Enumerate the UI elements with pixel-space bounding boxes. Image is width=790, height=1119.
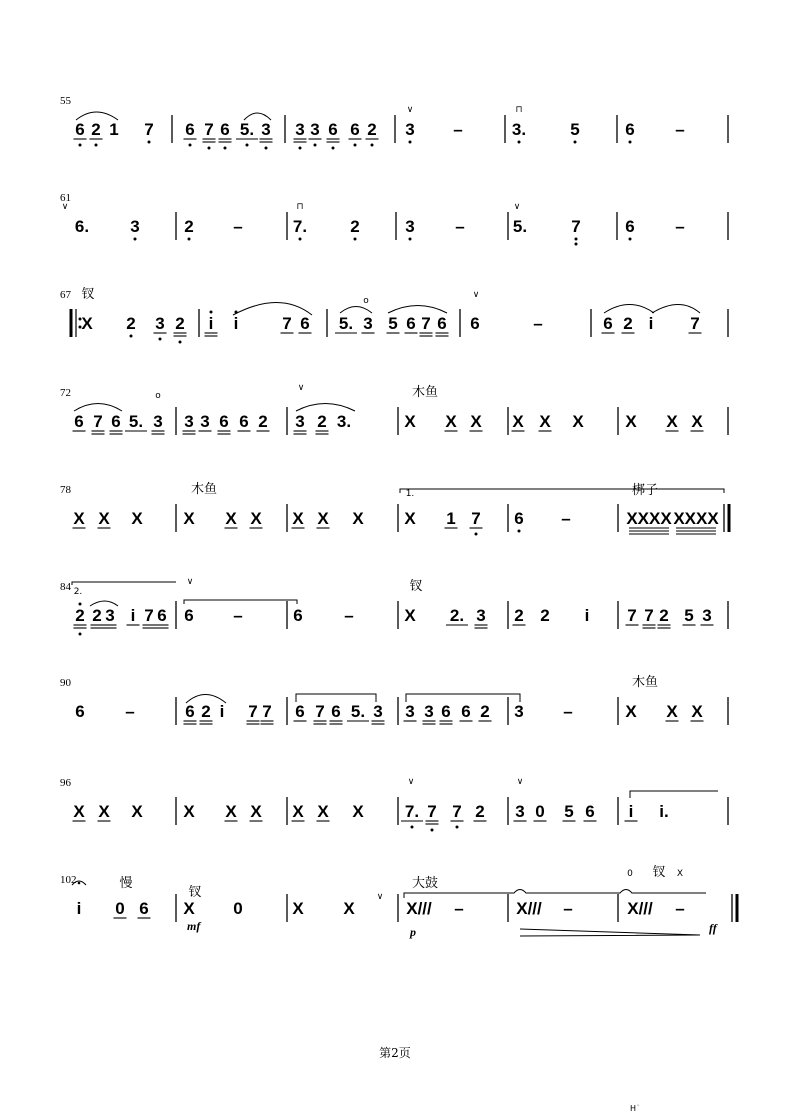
jianpu-note: X bbox=[666, 412, 678, 431]
jianpu-note: X bbox=[317, 802, 329, 821]
jianpu-note: 5 bbox=[388, 314, 398, 333]
jianpu-note: X bbox=[250, 802, 262, 821]
jianpu-note: 6 bbox=[603, 314, 613, 333]
jianpu-note: 2 bbox=[350, 217, 360, 236]
jianpu-note: X bbox=[445, 412, 457, 431]
jianpu-note: – bbox=[561, 509, 571, 528]
jianpu-note: – bbox=[454, 899, 464, 918]
score-system bbox=[60, 192, 728, 246]
jianpu-note: 3 bbox=[405, 217, 415, 236]
bowing-mark: ∨ bbox=[516, 777, 524, 787]
jianpu-note: 7 bbox=[571, 217, 581, 236]
jianpu-note: 6 bbox=[293, 606, 303, 625]
slur bbox=[406, 694, 520, 702]
octave-dot-below bbox=[224, 147, 227, 150]
jianpu-note: 2 bbox=[201, 702, 211, 721]
jianpu-note: 6 bbox=[185, 120, 195, 139]
jianpu-note: 3 bbox=[514, 702, 524, 721]
measure-number: 102 bbox=[60, 874, 77, 886]
octave-dot-below bbox=[208, 147, 211, 150]
jianpu-note: X bbox=[98, 802, 110, 821]
bowing-mark: ⊓ bbox=[296, 202, 304, 212]
jianpu-note: 6 bbox=[300, 314, 310, 333]
jianpu-note: X bbox=[98, 509, 110, 528]
jianpu-note: i bbox=[130, 606, 136, 625]
jianpu-note: 2 bbox=[623, 314, 633, 333]
jianpu-note: – bbox=[125, 702, 135, 721]
octave-dot-below bbox=[148, 141, 151, 144]
jianpu-note: i bbox=[219, 702, 225, 721]
jianpu-note: 7 bbox=[471, 509, 481, 528]
jianpu-note: 7 bbox=[690, 314, 700, 333]
jianpu-note: 3 bbox=[363, 314, 373, 333]
jianpu-note: 3 bbox=[405, 702, 415, 721]
jianpu-note: i. bbox=[659, 802, 669, 821]
jianpu-note: 3 bbox=[200, 412, 210, 431]
jianpu-note: 6 bbox=[437, 314, 447, 333]
octave-dot-above bbox=[210, 311, 213, 314]
jianpu-note: 1 bbox=[109, 120, 119, 139]
jianpu-note: 2 bbox=[367, 120, 377, 139]
score-system bbox=[60, 865, 737, 939]
jianpu-note: 5 bbox=[564, 802, 574, 821]
jianpu-note: X bbox=[131, 509, 143, 528]
octave-dot-below bbox=[79, 144, 82, 147]
bowing-mark: ∨ bbox=[407, 777, 415, 787]
bowing-mark: ∨ bbox=[61, 202, 69, 212]
jianpu-note: 7 bbox=[93, 412, 103, 431]
jianpu-note: 6 bbox=[75, 702, 85, 721]
octave-dot-below bbox=[314, 144, 317, 147]
slur bbox=[400, 489, 724, 493]
jianpu-note: 5 bbox=[570, 120, 580, 139]
jianpu-note: 5. bbox=[512, 217, 528, 236]
jianpu-note: X bbox=[317, 509, 329, 528]
jianpu-note: i bbox=[208, 314, 214, 333]
slur bbox=[296, 404, 355, 412]
jianpu-note: XXXX bbox=[673, 509, 719, 528]
instrument-label: 慢 bbox=[119, 876, 133, 891]
octave-dot-below bbox=[354, 238, 357, 241]
instrument-label: 1. bbox=[405, 489, 415, 499]
slur bbox=[76, 112, 118, 120]
jianpu-note: 2. bbox=[449, 606, 465, 625]
jianpu-note: 5. bbox=[239, 120, 255, 139]
jianpu-note: X bbox=[691, 412, 703, 431]
slur bbox=[184, 600, 297, 604]
instrument-label: 大鼓 bbox=[411, 876, 439, 891]
jianpu-note: 6 bbox=[350, 120, 360, 139]
jianpu-note: i bbox=[76, 899, 82, 918]
dynamic-mark: ff bbox=[709, 921, 717, 935]
jianpu-note: 6 bbox=[441, 702, 451, 721]
octave-dot-below bbox=[130, 335, 133, 338]
octave-dot-below bbox=[575, 243, 578, 246]
jianpu-note: X bbox=[404, 412, 416, 431]
jianpu-note: 2 bbox=[75, 606, 85, 625]
jianpu-note: X bbox=[292, 899, 304, 918]
jianpu-note: X bbox=[131, 802, 143, 821]
jianpu-note: – bbox=[455, 217, 465, 236]
jianpu-note: – bbox=[233, 606, 243, 625]
jianpu-note: 2 bbox=[258, 412, 268, 431]
measure-number: 61 bbox=[60, 192, 71, 204]
jianpu-note: 3 bbox=[184, 412, 194, 431]
dynamic-mark: mf bbox=[187, 919, 201, 933]
jianpu-note: – bbox=[233, 217, 243, 236]
jianpu-note: 2 bbox=[475, 802, 485, 821]
score-system bbox=[60, 95, 728, 150]
score-system bbox=[60, 287, 728, 344]
jianpu-note: 7 bbox=[627, 606, 637, 625]
jianpu-note: X bbox=[666, 702, 678, 721]
jianpu-note: X bbox=[352, 802, 364, 821]
jianpu-note: 2 bbox=[175, 314, 185, 333]
slur bbox=[630, 791, 718, 798]
jianpu-note: – bbox=[344, 606, 354, 625]
jianpu-note: 6 bbox=[295, 702, 305, 721]
jianpu-note: X bbox=[73, 802, 85, 821]
jianpu-note: X bbox=[292, 509, 304, 528]
jianpu-note: 7 bbox=[452, 802, 462, 821]
jianpu-note: X bbox=[250, 509, 262, 528]
jianpu-note: 5. bbox=[338, 314, 354, 333]
bowing-mark: ∨ bbox=[376, 892, 384, 902]
jianpu-note: i bbox=[584, 606, 590, 625]
jianpu-note: X bbox=[73, 509, 85, 528]
octave-dot-below bbox=[299, 147, 302, 150]
jianpu-note: XXXX bbox=[626, 509, 672, 528]
jianpu-note: X bbox=[470, 412, 482, 431]
octave-dot-below bbox=[79, 633, 82, 636]
jianpu-note: X bbox=[183, 802, 195, 821]
slur bbox=[404, 890, 706, 899]
jianpu-note: 3 bbox=[373, 702, 383, 721]
jianpu-note: 6 bbox=[184, 606, 194, 625]
page-footer: 第2页 bbox=[379, 1046, 411, 1060]
jianpu-note: – bbox=[675, 899, 685, 918]
jianpu-note: 0 bbox=[535, 802, 545, 821]
instrument-label: X bbox=[676, 869, 684, 879]
jianpu-note: 6 bbox=[74, 412, 84, 431]
jianpu-note: 6. bbox=[74, 217, 90, 236]
measure-number: 78 bbox=[60, 484, 71, 496]
jianpu-note: 3 bbox=[476, 606, 486, 625]
jianpu-note: 3 bbox=[702, 606, 712, 625]
jianpu-note: 3 bbox=[424, 702, 434, 721]
measure-number: 96 bbox=[60, 777, 71, 789]
jianpu-note: X bbox=[691, 702, 703, 721]
jianpu-note: X bbox=[512, 412, 524, 431]
jianpu-note: 6 bbox=[328, 120, 338, 139]
jianpu-note: 6 bbox=[585, 802, 595, 821]
jianpu-note: 3 bbox=[515, 802, 525, 821]
jianpu-note: X/// bbox=[406, 899, 432, 918]
jianpu-note: X bbox=[625, 412, 637, 431]
bowing-mark: ∨ bbox=[472, 290, 480, 300]
jianpu-note: 3 bbox=[295, 120, 305, 139]
jianpu-note: 6 bbox=[461, 702, 471, 721]
jianpu-note: 7 bbox=[427, 802, 437, 821]
octave-dot-below bbox=[518, 141, 521, 144]
jianpu-note: X bbox=[404, 509, 416, 528]
measure-number: 84 bbox=[60, 581, 71, 593]
jianpu-note: – bbox=[563, 899, 573, 918]
jianpu-note: 2 bbox=[126, 314, 136, 333]
score-system bbox=[60, 777, 728, 832]
octave-dot-below bbox=[265, 147, 268, 150]
jianpu-note: 2 bbox=[514, 606, 524, 625]
jianpu-note: 3 bbox=[153, 412, 163, 431]
instrument-label: 钗 bbox=[652, 865, 666, 880]
instrument-label: 0 bbox=[627, 869, 633, 879]
jianpu-note: X bbox=[183, 509, 195, 528]
jianpu-note: 0 bbox=[233, 899, 243, 918]
jianpu-note: 7 bbox=[644, 606, 654, 625]
octave-dot-below bbox=[518, 530, 521, 533]
jianpu-note: X bbox=[183, 899, 195, 918]
instrument-label: 钗 bbox=[81, 287, 95, 302]
jianpu-note: – bbox=[563, 702, 573, 721]
jianpu-note: 6 bbox=[239, 412, 249, 431]
slur bbox=[604, 305, 654, 314]
jianpu-note: 2 bbox=[184, 217, 194, 236]
jianpu-note: X bbox=[404, 606, 416, 625]
octave-dot-below bbox=[332, 147, 335, 150]
octave-dot-below bbox=[188, 238, 191, 241]
slur bbox=[340, 307, 372, 314]
jianpu-note: 2 bbox=[91, 120, 101, 139]
bowing-mark: ⊓ bbox=[515, 105, 523, 115]
measure-number: 67 bbox=[60, 289, 71, 301]
jianpu-note: 6 bbox=[111, 412, 121, 431]
jianpu-note: i bbox=[648, 314, 654, 333]
jianpu-note: 6 bbox=[331, 702, 341, 721]
slur bbox=[520, 929, 700, 936]
octave-dot-below bbox=[629, 141, 632, 144]
jianpu-note: 6 bbox=[219, 412, 229, 431]
jianpu-note: 1 bbox=[446, 509, 456, 528]
jianpu-note: 6 bbox=[625, 120, 635, 139]
octave-dot-above bbox=[79, 603, 82, 606]
jianpu-note: 6 bbox=[470, 314, 480, 333]
octave-dot-below bbox=[246, 144, 249, 147]
jianpu-note: i bbox=[628, 802, 634, 821]
jianpu-note: 6 bbox=[139, 899, 149, 918]
slur bbox=[72, 582, 176, 585]
jianpu-note: – bbox=[675, 120, 685, 139]
measure-number: 90 bbox=[60, 677, 71, 689]
fermata-dot bbox=[78, 882, 81, 885]
jianpu-note: i bbox=[233, 314, 239, 333]
jianpu-note: 2 bbox=[540, 606, 550, 625]
jianpu-note: 3 bbox=[295, 412, 305, 431]
jianpu-note: 3 bbox=[405, 120, 415, 139]
octave-dot-below bbox=[411, 826, 414, 829]
score-system bbox=[60, 577, 728, 636]
jianpu-note: 6 bbox=[625, 217, 635, 236]
score-system bbox=[60, 383, 728, 435]
octave-dot-below bbox=[134, 238, 137, 241]
octave-dot-below bbox=[409, 141, 412, 144]
jianpu-note: 3. bbox=[511, 120, 527, 139]
octave-dot-below bbox=[431, 829, 434, 832]
bowing-mark: o bbox=[363, 296, 369, 306]
instrument-label: 2. bbox=[73, 587, 83, 597]
jianpu-note: 3. bbox=[336, 412, 352, 431]
jianpu-note: 7 bbox=[262, 702, 272, 721]
instrument-label: 梆子 bbox=[631, 483, 659, 498]
octave-dot-below bbox=[95, 144, 98, 147]
jianpu-note: – bbox=[533, 314, 543, 333]
jianpu-note: 3 bbox=[130, 217, 140, 236]
jianpu-note: 3 bbox=[261, 120, 271, 139]
jianpu-note: X bbox=[81, 314, 93, 333]
jianpu-note: 7 bbox=[144, 120, 154, 139]
octave-dot-below bbox=[475, 533, 478, 536]
jianpu-note: X bbox=[625, 702, 637, 721]
jianpu-note: X bbox=[539, 412, 551, 431]
octave-dot-below bbox=[575, 238, 578, 241]
jianpu-note: – bbox=[453, 120, 463, 139]
bowing-mark: ∨ bbox=[297, 383, 305, 393]
slur bbox=[652, 305, 700, 314]
slur bbox=[74, 404, 122, 412]
octave-dot-below bbox=[371, 144, 374, 147]
instrument-label: 钗 bbox=[188, 885, 202, 900]
slur bbox=[388, 306, 447, 314]
jianpu-note: X/// bbox=[516, 899, 542, 918]
jianpu-note: 6 bbox=[406, 314, 416, 333]
jianpu-note: 2 bbox=[480, 702, 490, 721]
slur bbox=[244, 113, 271, 120]
jianpu-note: 2 bbox=[92, 606, 102, 625]
bowing-mark: ∨ bbox=[513, 202, 521, 212]
jianpu-note: 2 bbox=[659, 606, 669, 625]
jianpu-note: 7 bbox=[315, 702, 325, 721]
jianpu-note: 3 bbox=[310, 120, 320, 139]
measure-number: 55 bbox=[60, 95, 71, 107]
octave-dot-below bbox=[574, 141, 577, 144]
bowing-mark: ∨ bbox=[406, 105, 414, 115]
octave-dot-below bbox=[299, 238, 302, 241]
jianpu-note: 6 bbox=[75, 120, 85, 139]
instrument-label: 钗 bbox=[409, 579, 423, 594]
jianpu-note: 6 bbox=[220, 120, 230, 139]
score-system bbox=[60, 674, 728, 725]
jianpu-note: X bbox=[343, 899, 355, 918]
jianpu-note: 3 bbox=[105, 606, 115, 625]
bowing-mark: ∨ bbox=[186, 577, 194, 587]
jianpu-note: X/// bbox=[627, 899, 653, 918]
jianpu-note: X bbox=[225, 509, 237, 528]
jianpu-note: 7 bbox=[421, 314, 431, 333]
jianpu-note: 7 bbox=[144, 606, 154, 625]
octave-dot-below bbox=[354, 144, 357, 147]
jianpu-note: 6 bbox=[185, 702, 195, 721]
measure-number: 72 bbox=[60, 387, 71, 399]
jianpu-note: 3 bbox=[155, 314, 165, 333]
jianpu-note: 5 bbox=[684, 606, 694, 625]
jianpu-note: 0 bbox=[115, 899, 125, 918]
instrument-label: 木鱼 bbox=[631, 675, 659, 690]
jianpu-note: 7. bbox=[292, 217, 308, 236]
octave-dot-below bbox=[409, 238, 412, 241]
instrument-label: 木鱼 bbox=[190, 482, 218, 497]
jianpu-note: – bbox=[675, 217, 685, 236]
corner-mark: H˙ bbox=[630, 1104, 641, 1113]
slur bbox=[296, 694, 376, 702]
jianpu-note: 7. bbox=[404, 802, 420, 821]
instrument-label: 木鱼 bbox=[411, 385, 439, 400]
jianpu-note: 5. bbox=[128, 412, 144, 431]
jianpu-note: X bbox=[572, 412, 584, 431]
jianpu-note: X bbox=[292, 802, 304, 821]
jianpu-note: 6 bbox=[514, 509, 524, 528]
jianpu-note: 2 bbox=[317, 412, 327, 431]
jianpu-note: 6 bbox=[157, 606, 167, 625]
bowing-mark: o bbox=[155, 391, 161, 401]
octave-dot-below bbox=[179, 341, 182, 344]
octave-dot-below bbox=[456, 826, 459, 829]
jianpu-note: 7 bbox=[204, 120, 214, 139]
jianpu-note: 7 bbox=[248, 702, 258, 721]
jianpu-note: 5. bbox=[350, 702, 366, 721]
jianpu-note: X bbox=[225, 802, 237, 821]
jianpu-note: 7 bbox=[282, 314, 292, 333]
octave-dot-below bbox=[629, 238, 632, 241]
octave-dot-below bbox=[159, 338, 162, 341]
dynamic-mark: p bbox=[410, 925, 416, 939]
jianpu-note: X bbox=[352, 509, 364, 528]
octave-dot-below bbox=[189, 144, 192, 147]
